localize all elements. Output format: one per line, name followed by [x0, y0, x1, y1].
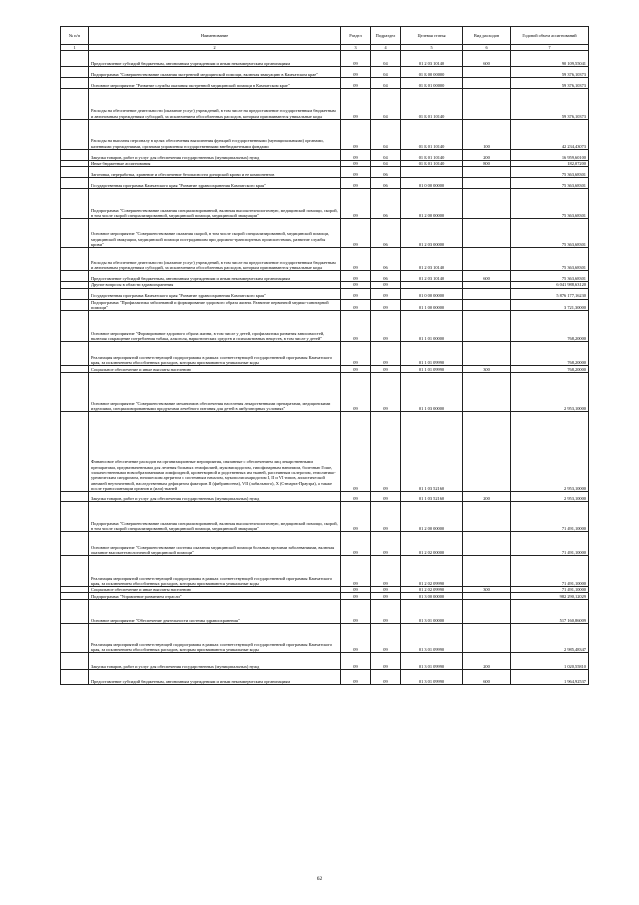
- target-item-cell: 01 2 03 00000: [401, 219, 463, 248]
- subsection-cell: 06: [371, 248, 401, 271]
- expense-type-cell: 200: [463, 653, 511, 670]
- expense-type-cell: [463, 67, 511, 78]
- name-cell: Подпрограмма "Управление развитием отрасли": [89, 593, 341, 600]
- target-item-cell: 01 1 03 00000: [401, 373, 463, 412]
- amount-cell: 42 234,43073: [511, 120, 589, 150]
- table-row: [61, 288, 589, 299]
- expense-type-cell: [463, 288, 511, 299]
- target-item-cell: 01 0 00 00000: [401, 288, 463, 299]
- target-item-cell: 01 1 01 09990: [401, 342, 463, 366]
- table-row: [61, 556, 589, 587]
- target-item-cell: 01 2 03 10140: [401, 271, 463, 282]
- section-cell: 09: [341, 587, 371, 593]
- target-item-cell: 01 1 00 00000: [401, 299, 463, 311]
- name-cell: Основное мероприятие "Обеспечение деятельности системы здравоохранения": [89, 600, 341, 624]
- name-cell: Реализация мероприятий соответствующей подпрограммы в рамках соответствующей государственной программы Камчатского края, за исключением обособленных расходов, которым присваиваются уникальные коды: [89, 624, 341, 653]
- section-cell: 09: [341, 89, 371, 120]
- header-expense-type: Вид расходов: [463, 27, 511, 45]
- number-cell: [61, 373, 89, 412]
- header-col-number: 2: [89, 45, 341, 51]
- table-row: [61, 373, 589, 412]
- section-cell: 09: [341, 271, 371, 282]
- name-cell: Закупка товаров, работ и услуг для обеспечения государственных (муниципальных) нужд: [89, 150, 341, 161]
- table-row: [61, 120, 589, 150]
- expense-type-cell: [463, 373, 511, 412]
- name-cell: Подпрограмма "Совершенствование оказания специализированной, включая высокотехнологичную, медицинской помощи, скорой, в том числе скорой специализированной, медицинской помощи, медицинской эвакуации": [89, 502, 341, 532]
- section-cell: 09: [341, 288, 371, 299]
- section-cell: 09: [341, 219, 371, 248]
- subsection-cell: 06: [371, 167, 401, 178]
- header-annual-amount: Годовой объем ассигнований: [511, 27, 589, 45]
- header-col-number: 4: [371, 45, 401, 51]
- name-cell: Другие вопросы в области здравоохранения: [89, 282, 341, 288]
- amount-cell: 2 985,48347: [511, 624, 589, 653]
- number-cell: [61, 593, 89, 600]
- number-cell: [61, 311, 89, 342]
- section-cell: 09: [341, 412, 371, 492]
- target-item-cell: 01 1 01 00000: [401, 311, 463, 342]
- table-row: [61, 78, 589, 89]
- section-cell: 09: [341, 248, 371, 271]
- section-cell: 09: [341, 593, 371, 600]
- target-item-cell: 01 1 01 09990: [401, 366, 463, 373]
- number-cell: [61, 150, 89, 161]
- subsection-cell: 06: [371, 219, 401, 248]
- subsection-cell: 09: [371, 593, 401, 600]
- number-cell: [61, 178, 89, 189]
- subsection-cell: 09: [371, 492, 401, 502]
- subsection-cell: 09: [371, 624, 401, 653]
- expense-type-cell: 200: [463, 492, 511, 502]
- amount-cell: 75 363,68301: [511, 178, 589, 189]
- amount-cell: 982 290,12029: [511, 593, 589, 600]
- expense-type-cell: 100: [463, 120, 511, 150]
- subsection-cell: 04: [371, 120, 401, 150]
- section-cell: 09: [341, 624, 371, 653]
- budget-table: [60, 26, 589, 685]
- expense-type-cell: [463, 600, 511, 624]
- number-cell: [61, 189, 89, 219]
- subsection-cell: 06: [371, 178, 401, 189]
- target-item-cell: 01 3 01 09990: [401, 670, 463, 685]
- name-cell: Иные бюджетные ассигнования: [89, 161, 341, 167]
- amount-cell: 182,07200: [511, 161, 589, 167]
- expense-type-cell: [463, 299, 511, 311]
- number-cell: [61, 167, 89, 178]
- subsection-cell: 09: [371, 311, 401, 342]
- number-cell: [61, 502, 89, 532]
- number-cell: [61, 288, 89, 299]
- subsection-cell: 09: [371, 587, 401, 593]
- number-cell: [61, 219, 89, 248]
- name-cell: Государственная программа Камчатского края "Развитие здравоохранения Камчатского края": [89, 178, 341, 189]
- name-cell: Подпрограмма "Совершенствование оказания специализированной, включая высокотехнологичную, медицинской помощи, скорой, в том числе скорой специализированной, медицинской помощи, медицинской эвакуации": [89, 189, 341, 219]
- expense-type-cell: [463, 189, 511, 219]
- target-item-cell: 01 2 02 00000: [401, 532, 463, 556]
- section-cell: 09: [341, 67, 371, 78]
- expense-type-cell: [463, 78, 511, 89]
- subsection-cell: 04: [371, 161, 401, 167]
- name-cell: Финансовое обеспечение расходов на организационные мероприятия, связанные с обеспечением лиц лекарственными препаратами, предназначенными для лечения больных гемофилией, муковисцидозом, гипофизарным нанизмом, болезнью Гоше, злокачественными новообразованиями лимфоидной, кроветворной и родственных им тканей, рассеянным склерозом, гемолитико-уремическим синдромом, юношеским артритом с системным началом, мукополисахаридозом I, II и VI типов, апластической анемией неуточненной, наследственным дефицитом факторов II (фибриногена), VII (лабильного), X (Стюарта-Прауэра), а также после трансплантации органов и (или) тканей: [89, 412, 341, 492]
- number-cell: [61, 670, 89, 685]
- target-item-cell: 01 Б 01 10140: [401, 120, 463, 150]
- table-row: [61, 624, 589, 653]
- section-cell: 09: [341, 502, 371, 532]
- section-cell: 09: [341, 178, 371, 189]
- subsection-cell: 09: [371, 502, 401, 532]
- section-cell: 09: [341, 556, 371, 587]
- subsection-cell: 09: [371, 342, 401, 366]
- amount-cell: 75 363,68301: [511, 189, 589, 219]
- target-item-cell: 01 2 03 10140: [401, 51, 463, 67]
- subsection-cell: 06: [371, 189, 401, 219]
- header-col-number: 6: [463, 45, 511, 51]
- table-row: [61, 342, 589, 366]
- number-cell: [61, 78, 89, 89]
- name-cell: Основное мероприятие "Совершенствование системы оказания медицинской помощи больным прочими заболеваниями, включая оказание высокотехнологичной медицинской помощи": [89, 532, 341, 556]
- expense-type-cell: [463, 624, 511, 653]
- target-item-cell: [401, 167, 463, 178]
- amount-cell: 71 491,10000: [511, 532, 589, 556]
- target-item-cell: 01 Б 01 10140: [401, 89, 463, 120]
- expense-type-cell: 300: [463, 366, 511, 373]
- subsection-cell: 09: [371, 366, 401, 373]
- amount-cell: 768,20000: [511, 366, 589, 373]
- table-row: [61, 189, 589, 219]
- subsection-cell: 04: [371, 51, 401, 67]
- section-cell: 09: [341, 492, 371, 502]
- table-body: [61, 51, 589, 685]
- amount-cell: 2 953,10000: [511, 412, 589, 492]
- table-row: [61, 89, 589, 120]
- amount-cell: 3 721,30000: [511, 299, 589, 311]
- subsection-cell: 09: [371, 556, 401, 587]
- target-item-cell: 01 Б 01 00000: [401, 78, 463, 89]
- subsection-cell: 09: [371, 299, 401, 311]
- table-row: [61, 532, 589, 556]
- header-target-item: Целевая статья: [401, 27, 463, 45]
- amount-cell: 2 953,10000: [511, 373, 589, 412]
- target-item-cell: 01 0 00 00000: [401, 178, 463, 189]
- name-cell: Расходы на обеспечение деятельности (оказание услуг) учреждений, в том числе на предоставление государственным бюджетным и автономным учреждениям субсидий, за исключением обособленных расходов, которым присваиваются уникальные коды: [89, 248, 341, 271]
- number-cell: [61, 600, 89, 624]
- header-col-number: 7: [511, 45, 589, 51]
- number-cell: [61, 89, 89, 120]
- number-cell: [61, 366, 89, 373]
- name-cell: Предоставление субсидий бюджетным, автономным учреждениям и иным некоммерческим организациям: [89, 670, 341, 685]
- name-cell: Закупка товаров, работ и услуг для обеспечения государственных (муниципальных) нужд: [89, 653, 341, 670]
- name-cell: Предоставление субсидий бюджетным, автономным учреждениям и иным некоммерческим организациям: [89, 51, 341, 67]
- amount-cell: 517 160,86009: [511, 600, 589, 624]
- number-cell: [61, 51, 89, 67]
- section-cell: 09: [341, 189, 371, 219]
- table-row: [61, 299, 589, 311]
- number-cell: [61, 556, 89, 587]
- number-cell: [61, 271, 89, 282]
- amount-cell: 75 363,68301: [511, 271, 589, 282]
- target-item-cell: 01 1 03 52160: [401, 492, 463, 502]
- table-row: [61, 492, 589, 502]
- amount-cell: 75 363,68301: [511, 248, 589, 271]
- subsection-cell: 09: [371, 600, 401, 624]
- section-cell: 09: [341, 150, 371, 161]
- section-cell: 09: [341, 78, 371, 89]
- expense-type-cell: [463, 556, 511, 587]
- amount-cell: 5 876 177,16230: [511, 288, 589, 299]
- number-cell: [61, 624, 89, 653]
- name-cell: Основное мероприятие "Совершенствование оказания скорой, в том числе скорой специализированной, медицинской помощи, медицинской эвакуации, медицинской помощи пострадавшим при дорожно-транспортных происшествиях, развитие службы крови": [89, 219, 341, 248]
- expense-type-cell: [463, 502, 511, 532]
- section-cell: 09: [341, 167, 371, 178]
- header-subsection: Подраздел: [371, 27, 401, 45]
- section-cell: 09: [341, 342, 371, 366]
- header-section: Раздел: [341, 27, 371, 45]
- number-cell: [61, 492, 89, 502]
- target-item-cell: 01 2 02 09990: [401, 556, 463, 587]
- page-number: 62: [316, 876, 323, 882]
- target-item-cell: 01 2 02 09990: [401, 587, 463, 593]
- subsection-cell: 09: [371, 670, 401, 685]
- expense-type-cell: [463, 593, 511, 600]
- table-header: [61, 27, 589, 51]
- subsection-cell: 09: [371, 412, 401, 492]
- target-item-cell: 01 Б 00 00000: [401, 67, 463, 78]
- amount-cell: 59 376,10373: [511, 67, 589, 78]
- subsection-cell: 04: [371, 89, 401, 120]
- amount-cell: 768,20000: [511, 342, 589, 366]
- target-item-cell: 01 1 03 52160: [401, 412, 463, 492]
- subsection-cell: 09: [371, 373, 401, 412]
- section-cell: 09: [341, 299, 371, 311]
- header-number: № п/п: [61, 27, 89, 45]
- table-row: [61, 51, 589, 67]
- header-col-number: 3: [341, 45, 371, 51]
- subsection-cell: 04: [371, 150, 401, 161]
- expense-type-cell: [463, 342, 511, 366]
- table-row: [61, 167, 589, 178]
- amount-cell: 2 953,10000: [511, 492, 589, 502]
- amount-cell: 71 491,10000: [511, 502, 589, 532]
- section-cell: 09: [341, 670, 371, 685]
- section-cell: 09: [341, 51, 371, 67]
- subsection-cell: 09: [371, 532, 401, 556]
- table-row: [61, 600, 589, 624]
- name-cell: Подпрограмма "Совершенствование оказания экстренной медицинской помощи, включая эвакуацию в Камчатском крае": [89, 67, 341, 78]
- table-row: [61, 248, 589, 271]
- name-cell: Расходы на выплаты персоналу в целях обеспечения выполнения функций государственными (муниципальными) органами, казенными учреждениями, органами управления государственными внебюджетными фондами: [89, 120, 341, 150]
- table-row: [61, 311, 589, 342]
- target-item-cell: 01 2 00 00000: [401, 189, 463, 219]
- section-cell: 09: [341, 373, 371, 412]
- table-row: [61, 178, 589, 189]
- table-row: [61, 593, 589, 600]
- name-cell: Подпрограмма "Профилактика заболеваний и формирование здорового образа жизни. Развитие первичной медико-санитарной помощи": [89, 299, 341, 311]
- subsection-cell: 04: [371, 78, 401, 89]
- amount-cell: 1 020,55810: [511, 653, 589, 670]
- table-row: [61, 670, 589, 685]
- section-cell: 09: [341, 600, 371, 624]
- amount-cell: 59 376,10373: [511, 78, 589, 89]
- amount-cell: 1 964,92537: [511, 670, 589, 685]
- table-row: [61, 502, 589, 532]
- amount-cell: 90 109,55041: [511, 51, 589, 67]
- number-cell: [61, 412, 89, 492]
- name-cell: Основное мероприятие "Развитие службы оказания экстренной медицинской помощи в Камчатском крае": [89, 78, 341, 89]
- target-item-cell: 01 3 00 00000: [401, 593, 463, 600]
- header-name: Наименование: [89, 27, 341, 45]
- number-cell: [61, 532, 89, 556]
- amount-cell: 75 363,68301: [511, 219, 589, 248]
- header-col-number: 5: [401, 45, 463, 51]
- expense-type-cell: 300: [463, 587, 511, 593]
- target-item-cell: 01 3 01 09990: [401, 624, 463, 653]
- expense-type-cell: [463, 248, 511, 271]
- expense-type-cell: 600: [463, 51, 511, 67]
- subsection-cell: 09: [371, 282, 401, 288]
- table-row: [61, 412, 589, 492]
- amount-cell: 75 363,68301: [511, 167, 589, 178]
- name-cell: Социальное обеспечение и иные выплаты населению: [89, 587, 341, 593]
- expense-type-cell: 200: [463, 150, 511, 161]
- name-cell: Основное мероприятие "Формирование здорового образа жизни, в том числе у детей, профилактика развития зависимостей, включая сокращение потребления табака, алкоголя, наркотических средств и психоактивных веществ, в том числе у детей": [89, 311, 341, 342]
- target-item-cell: 01 Б 01 10140: [401, 161, 463, 167]
- amount-cell: 6 041 988,63120: [511, 282, 589, 288]
- number-cell: [61, 342, 89, 366]
- table-row: [61, 150, 589, 161]
- table-row: [61, 67, 589, 78]
- name-cell: Государственная программа Камчатского края "Развитие здравоохранения Камчатского края": [89, 288, 341, 299]
- subsection-cell: 09: [371, 653, 401, 670]
- target-item-cell: 01 2 00 00000: [401, 502, 463, 532]
- amount-cell: 71 491,10000: [511, 556, 589, 587]
- subsection-cell: 04: [371, 67, 401, 78]
- expense-type-cell: [463, 89, 511, 120]
- amount-cell: 71 491,10000: [511, 587, 589, 593]
- number-cell: [61, 248, 89, 271]
- section-cell: 09: [341, 311, 371, 342]
- name-cell: Основное мероприятие "Совершенствование механизмов обеспечения населения лекарственными препаратами, медицинскими изделиями, специализированными продуктами лечебного питания для детей в амбулаторных условиях": [89, 373, 341, 412]
- subsection-cell: 09: [371, 288, 401, 299]
- subsection-cell: 06: [371, 271, 401, 282]
- name-cell: Социальное обеспечение и иные выплаты населению: [89, 366, 341, 373]
- expense-type-cell: 600: [463, 670, 511, 685]
- target-item-cell: 01 3 01 00000: [401, 600, 463, 624]
- name-cell: Предоставление субсидий бюджетным, автономным учреждениям и иным некоммерческим организациям: [89, 271, 341, 282]
- name-cell: Заготовка, переработка, хранение и обеспечение безопасности донорской крови и ее компонентов: [89, 167, 341, 178]
- table-row: [61, 219, 589, 248]
- number-cell: [61, 299, 89, 311]
- expense-type-cell: [463, 167, 511, 178]
- section-cell: 09: [341, 366, 371, 373]
- expense-type-cell: 800: [463, 161, 511, 167]
- amount-cell: 16 959,60100: [511, 150, 589, 161]
- section-cell: 09: [341, 282, 371, 288]
- name-cell: Закупка товаров, работ и услуг для обеспечения государственных (муниципальных) нужд: [89, 492, 341, 502]
- expense-type-cell: [463, 532, 511, 556]
- expense-type-cell: 600: [463, 271, 511, 282]
- number-cell: [61, 653, 89, 670]
- table-row: [61, 653, 589, 670]
- target-item-cell: 01 2 03 10140: [401, 248, 463, 271]
- expense-type-cell: [463, 311, 511, 342]
- number-cell: [61, 67, 89, 78]
- name-cell: Реализация мероприятий соответствующей подпрограммы в рамках соответствующей государственной программы Камчатского края, за исключением обособленных расходов, которым присваиваются уникальные коды: [89, 342, 341, 366]
- amount-cell: 59 376,10373: [511, 89, 589, 120]
- section-cell: 09: [341, 653, 371, 670]
- name-cell: Реализация мероприятий соответствующей подпрограммы в рамках соответствующей государственной программы Камчатского края, за исключением обособленных расходов, которым присваиваются уникальные коды: [89, 556, 341, 587]
- expense-type-cell: [463, 219, 511, 248]
- expense-type-cell: [463, 412, 511, 492]
- header-col-number: 1: [61, 45, 89, 51]
- section-cell: 09: [341, 532, 371, 556]
- expense-type-cell: [463, 178, 511, 189]
- target-item-cell: 01 3 01 09990: [401, 653, 463, 670]
- table-row: [61, 271, 589, 282]
- section-cell: 09: [341, 120, 371, 150]
- name-cell: Расходы на обеспечение деятельности (оказание услуг) учреждений, в том числе на предоставление государственным бюджетным и автономным учреждениям субсидий, за исключением обособленных расходов, которым присваиваются уникальные коды: [89, 89, 341, 120]
- amount-cell: 768,20000: [511, 311, 589, 342]
- number-cell: [61, 120, 89, 150]
- table-row: [61, 366, 589, 373]
- section-cell: 09: [341, 161, 371, 167]
- target-item-cell: 01 Б 01 10140: [401, 150, 463, 161]
